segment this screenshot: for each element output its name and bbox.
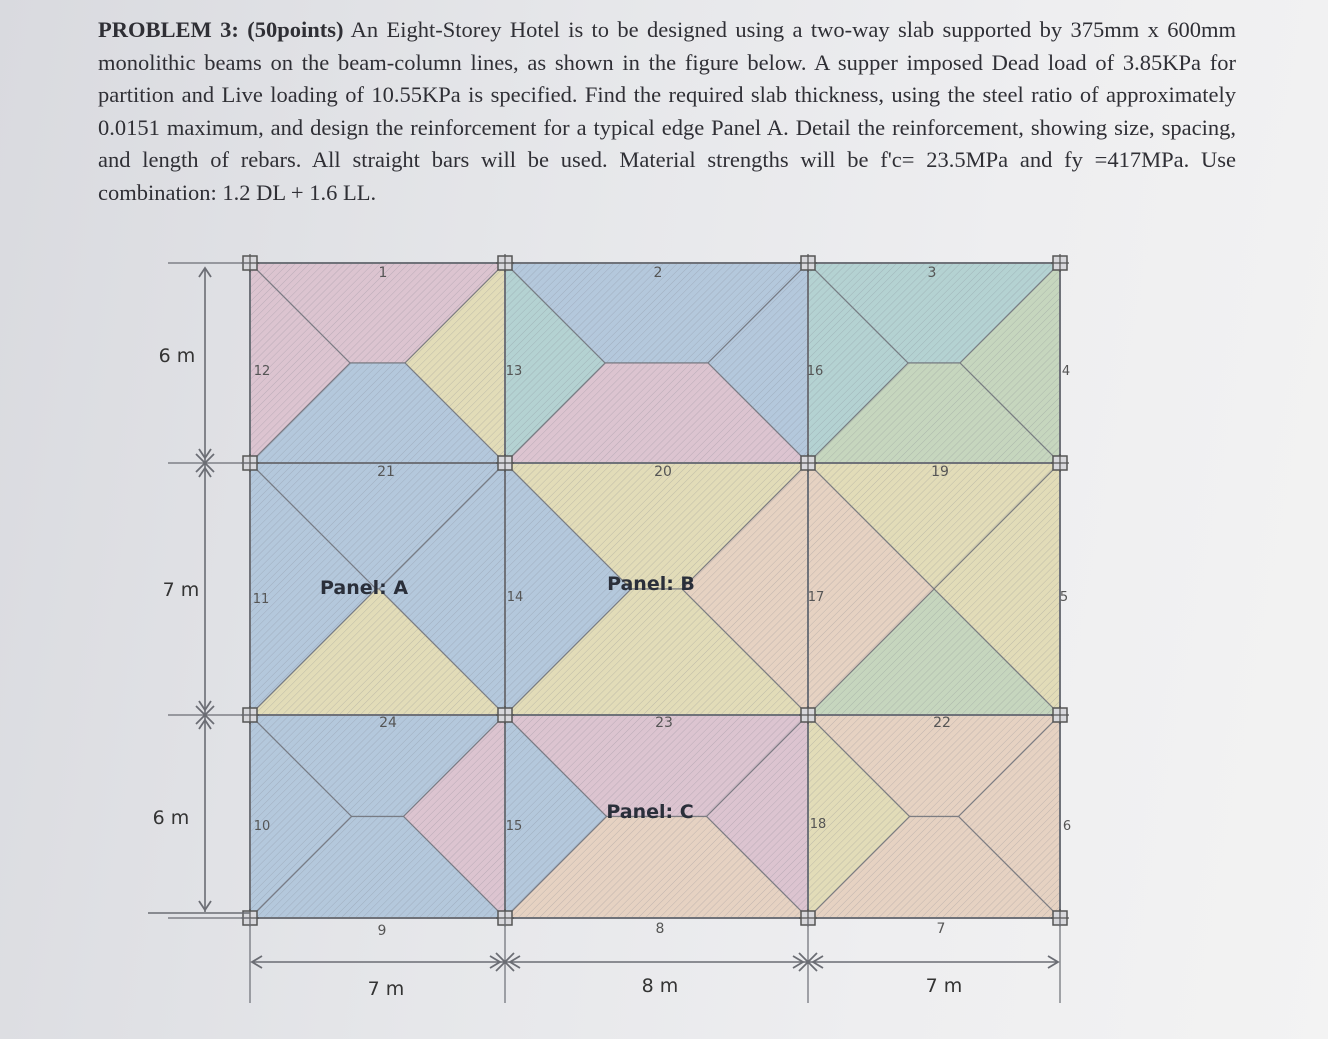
beam-5: 5 — [1059, 590, 1069, 605]
beam-15: 15 — [505, 819, 523, 834]
problem-text: An Eight-Storey Hotel is to be designed using a two-way slab supported by 375mm x 600mm monolithic beams on the beam-column lines, as shown in the figure below. A supper imposed Dead load of 3.85KPa for partition and Live loading of 10.55KPa is specified. Find the required slab thickness, using the steel ratio of approximately 0.0151 maximum, and design the reinforcement for a typical edge Panel A. Detail the reinforcement, showing size, spacing, and length of rebars. All straight bars will be used. Material strengths will be f'c= 23.5MPa and fy =417MPa. Use combination: 1.2 DL + 1.6 LL. — [98, 17, 1236, 205]
dim-col-3: 7 m — [925, 975, 963, 997]
beam-13: 13 — [505, 364, 523, 379]
beam-19: 19 — [931, 464, 949, 480]
dim-row-2: 7 m — [162, 579, 200, 601]
beam-4: 4 — [1061, 364, 1071, 379]
beam-10: 10 — [253, 819, 271, 834]
dim-row-3: 6 m — [152, 807, 190, 829]
beam-20: 20 — [654, 464, 672, 480]
beam-9: 9 — [377, 923, 387, 939]
panel-c-label: Panel: C — [606, 801, 694, 823]
dim-col-1: 7 m — [367, 978, 405, 1000]
beam-23: 23 — [655, 715, 673, 731]
panel-a-label: Panel: A — [319, 577, 409, 599]
beam-16: 16 — [806, 364, 824, 379]
beam-8: 8 — [655, 921, 665, 937]
dim-col-2: 8 m — [641, 975, 679, 997]
beam-11: 11 — [252, 592, 270, 607]
beam-18: 18 — [809, 817, 827, 832]
beam-14: 14 — [506, 590, 524, 605]
dim-row-1: 6 m — [158, 345, 196, 367]
beam-21: 21 — [377, 464, 395, 480]
panel-b-label: Panel: B — [607, 573, 695, 595]
beam-2: 2 — [653, 265, 663, 281]
beam-6: 6 — [1062, 819, 1072, 834]
beam-24: 24 — [379, 715, 397, 731]
beam-12: 12 — [253, 364, 271, 379]
beam-22: 22 — [933, 715, 951, 731]
beam-17: 17 — [807, 590, 825, 605]
problem-heading: PROBLEM 3: (50points) — [98, 17, 344, 42]
beam-3: 3 — [927, 265, 937, 281]
beam-1: 1 — [378, 265, 388, 281]
beam-7: 7 — [936, 921, 946, 937]
